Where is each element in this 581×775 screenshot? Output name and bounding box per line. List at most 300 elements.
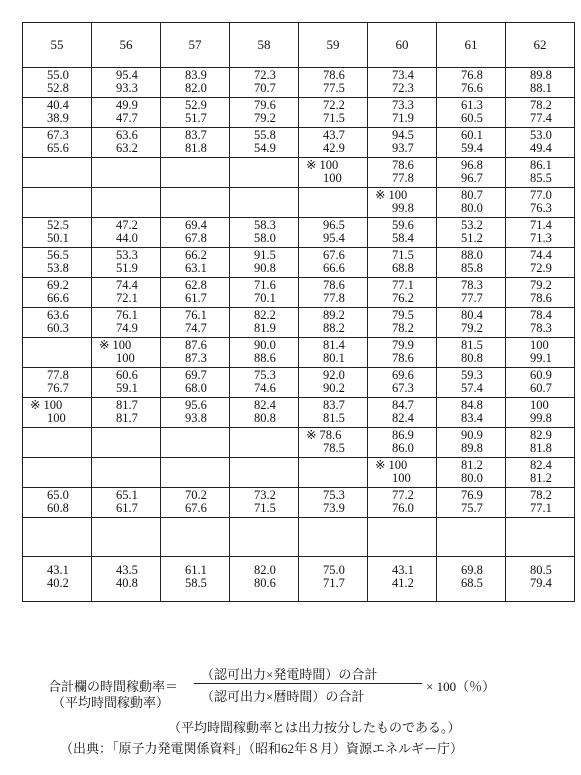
cell-values <box>299 278 367 305</box>
cell-values <box>92 248 160 275</box>
cell-values <box>299 98 367 125</box>
formula-numerator: （認可出力×発電時間）の合計 <box>201 667 378 682</box>
cell-values <box>506 458 574 485</box>
cell-values <box>23 398 91 425</box>
cell-value-top: 62.8 <box>185 278 207 292</box>
cell-values <box>437 338 505 365</box>
cell-value-bottom: 80.6 <box>254 576 276 590</box>
table-cell <box>23 518 92 557</box>
cell-value-bottom: 79.2 <box>461 321 483 335</box>
table-cell <box>506 98 575 128</box>
cell-value-top: 60.6 <box>116 368 138 382</box>
cell-values <box>368 158 436 185</box>
table-cell <box>506 518 575 557</box>
table-row <box>23 248 575 278</box>
cell-value-bottom: 77.1 <box>530 501 552 515</box>
cell-values <box>230 128 298 155</box>
cell-values <box>23 488 91 515</box>
cell-values <box>299 68 367 95</box>
table-cell <box>299 128 368 158</box>
table-cell <box>506 368 575 398</box>
cell-value-bottom: 89.8 <box>461 441 483 455</box>
cell-value-top: 71.6 <box>254 278 276 292</box>
table-cell <box>23 278 92 308</box>
cell-value-top: 73.4 <box>392 68 414 82</box>
table-cell <box>437 428 506 458</box>
cell-value-top: 100 <box>530 338 549 352</box>
table-cell <box>368 248 437 278</box>
cell-values <box>437 158 505 185</box>
table-cell <box>92 488 161 518</box>
table-cell <box>161 488 230 518</box>
table-cell <box>437 368 506 398</box>
formula-lhs-line2: （平均時間稼動率） <box>52 695 170 710</box>
cell-value-top: 88.0 <box>461 248 483 262</box>
cell-value-bottom: 58.4 <box>392 231 414 245</box>
table-row <box>23 398 575 428</box>
cell-values <box>23 128 91 155</box>
table-cell <box>299 338 368 368</box>
cell-value-bottom: 93.3 <box>116 81 138 95</box>
cell-values <box>506 338 574 365</box>
cell-value-top: 83.7 <box>185 128 207 142</box>
cell-value-top: 74.4 <box>530 248 552 262</box>
cell-value-bottom: 99.8 <box>392 201 414 215</box>
table-row <box>23 458 575 488</box>
cell-value-top: 60.1 <box>461 128 483 142</box>
table-cell <box>368 368 437 398</box>
cell-value-bottom: 81.8 <box>185 141 207 155</box>
cell-values <box>368 248 436 275</box>
cell-value-top: 81.4 <box>323 338 345 352</box>
cell-values <box>161 128 229 155</box>
cell-value-bottom: 76.7 <box>47 381 69 395</box>
cell-value-bottom: 81.7 <box>116 411 138 425</box>
cell-values <box>92 488 160 515</box>
cell-value-bottom: 90.2 <box>323 381 345 395</box>
table-cell <box>23 128 92 158</box>
source-note: （出典：「原子力発電関係資料」（昭和62年８月）資源エネルギー庁） <box>60 741 464 756</box>
cell-value-bottom: 81.5 <box>323 411 345 425</box>
cell-value-top: 100 <box>388 458 408 472</box>
table-cell <box>368 278 437 308</box>
cell-value-top: 81.2 <box>461 458 483 472</box>
cell-value-top: 65.0 <box>47 488 69 502</box>
table-cell <box>506 278 575 308</box>
table-row <box>23 98 575 128</box>
table-cell <box>368 188 437 218</box>
table-cell <box>230 158 299 188</box>
table-cell <box>161 338 230 368</box>
table-cell <box>230 458 299 488</box>
cell-value-bottom: 74.9 <box>116 321 138 335</box>
table-cell <box>23 218 92 248</box>
cell-value-bottom: 67.8 <box>185 231 207 245</box>
cell-value-bottom: 74.7 <box>185 321 207 335</box>
table-cell <box>299 158 368 188</box>
table-cell <box>506 188 575 218</box>
table-cell <box>299 278 368 308</box>
table-cell <box>161 248 230 278</box>
cell-values <box>92 563 160 590</box>
table-cell <box>437 128 506 158</box>
cell-value-bottom: 58.0 <box>254 231 276 245</box>
cell-value-bottom: 80.1 <box>323 351 345 365</box>
table-cell <box>23 557 92 602</box>
cell-value-top: 78.2 <box>530 488 552 502</box>
cell-value-top: 81.7 <box>116 398 138 412</box>
cell-values <box>368 128 436 155</box>
cell-value-bottom: 51.9 <box>116 261 138 275</box>
table-cell <box>23 98 92 128</box>
table-cell <box>161 68 230 98</box>
cell-values <box>506 188 574 215</box>
table-cell <box>299 248 368 278</box>
cell-value-top: 82.4 <box>254 398 276 412</box>
cell-value-bottom: 81.2 <box>530 471 552 485</box>
cell-value-bottom: 95.4 <box>323 231 345 245</box>
cell-values <box>230 248 298 275</box>
cell-values <box>299 428 367 455</box>
cell-values <box>368 563 436 590</box>
table-cell <box>230 128 299 158</box>
table-cell <box>161 458 230 488</box>
cell-values <box>437 68 505 95</box>
reference-mark: ※ <box>30 398 41 412</box>
cell-values <box>230 278 298 305</box>
table-row <box>23 278 575 308</box>
cell-value-bottom: 80.0 <box>461 471 483 485</box>
table-cell <box>368 518 437 557</box>
cell-value-top: 63.6 <box>47 308 69 322</box>
cell-values <box>92 128 160 155</box>
operating-rate-table <box>22 22 575 602</box>
cell-value-bottom: 68.0 <box>185 381 207 395</box>
reference-mark: ※ <box>99 338 110 352</box>
cell-values <box>230 68 298 95</box>
cell-value-bottom: 77.7 <box>461 291 483 305</box>
cell-value-bottom: 93.7 <box>392 141 414 155</box>
cell-values <box>437 458 505 485</box>
cell-value-top: 90.9 <box>461 428 483 442</box>
formula-denominator: （認可出力×暦時間）の合計 <box>201 689 365 704</box>
table-cell <box>230 98 299 128</box>
cell-value-bottom: 88.2 <box>323 321 345 335</box>
header-row <box>23 23 575 68</box>
cell-value-top: 83.9 <box>185 68 207 82</box>
table-cell <box>368 458 437 488</box>
cell-value-top: 84.8 <box>461 398 483 412</box>
cell-value-bottom: 71.5 <box>323 111 345 125</box>
cell-value-top: 75.3 <box>323 488 345 502</box>
cell-value-top: 63.6 <box>116 128 138 142</box>
cell-value-bottom: 59.1 <box>116 381 138 395</box>
cell-value-bottom: 41.2 <box>392 576 414 590</box>
cell-value-top: 100 <box>388 188 408 202</box>
table-cell <box>506 458 575 488</box>
table-cell <box>368 68 437 98</box>
cell-value-bottom: 67.3 <box>392 381 414 395</box>
cell-value-bottom: 100 <box>116 351 135 365</box>
cell-value-top: 72.3 <box>254 68 276 82</box>
table-cell <box>161 188 230 218</box>
cell-value-bottom: 93.8 <box>185 411 207 425</box>
table-cell <box>368 218 437 248</box>
cell-value-top: 77.0 <box>530 188 552 202</box>
cell-values <box>299 563 367 590</box>
cell-value-top: 86.9 <box>392 428 414 442</box>
table-cell <box>23 308 92 338</box>
year-header: 61 <box>437 23 506 68</box>
table-cell <box>299 308 368 338</box>
cell-values <box>437 308 505 335</box>
cell-value-bottom: 80.8 <box>461 351 483 365</box>
cell-value-bottom: 51.2 <box>461 231 483 245</box>
cell-values <box>299 368 367 395</box>
table-cell <box>23 188 92 218</box>
cell-value-top: 43.1 <box>392 563 414 577</box>
table-cell <box>230 398 299 428</box>
cell-value-top: 77.8 <box>47 368 69 382</box>
table-cell <box>368 557 437 602</box>
cell-value-top: 49.9 <box>116 98 138 112</box>
formula-multiplier: × 100（％） <box>426 679 496 694</box>
table-cell <box>92 128 161 158</box>
reference-mark: ※ <box>375 188 386 202</box>
cell-value-top: 53.2 <box>461 218 483 232</box>
table-row <box>23 68 575 98</box>
table-cell <box>368 158 437 188</box>
table-cell <box>23 488 92 518</box>
cell-values <box>299 218 367 245</box>
cell-value-top: 77.1 <box>392 278 414 292</box>
table-cell <box>299 68 368 98</box>
table-cell <box>92 458 161 488</box>
cell-value-bottom: 61.7 <box>185 291 207 305</box>
cell-value-bottom: 77.8 <box>392 171 414 185</box>
table-cell <box>230 218 299 248</box>
cell-value-bottom: 44.0 <box>116 231 138 245</box>
table-cell <box>23 428 92 458</box>
table-cell <box>437 248 506 278</box>
cell-value-bottom: 71.3 <box>530 231 552 245</box>
cell-values <box>23 563 91 590</box>
cell-values <box>23 68 91 95</box>
cell-value-bottom: 85.8 <box>461 261 483 275</box>
cell-value-top: 52.9 <box>185 98 207 112</box>
cell-value-bottom: 72.1 <box>116 291 138 305</box>
table-cell <box>23 368 92 398</box>
cell-value-bottom: 90.8 <box>254 261 276 275</box>
cell-value-bottom: 81.8 <box>530 441 552 455</box>
cell-values <box>92 368 160 395</box>
table-cell <box>230 188 299 218</box>
explanatory-note: （平均時間稼動率とは出力按分したものである。） <box>168 720 461 735</box>
cell-values <box>437 428 505 455</box>
cell-values <box>368 68 436 95</box>
cell-values <box>506 368 574 395</box>
cell-value-bottom: 52.8 <box>47 81 69 95</box>
cell-value-bottom: 68.8 <box>392 261 414 275</box>
table-cell <box>368 128 437 158</box>
cell-values <box>92 338 160 365</box>
cell-values <box>92 68 160 95</box>
table-cell <box>368 398 437 428</box>
year-header: 62 <box>506 23 575 68</box>
cell-values <box>161 308 229 335</box>
cell-value-top: 53.0 <box>530 128 552 142</box>
cell-values <box>299 488 367 515</box>
table-cell <box>92 308 161 338</box>
table-cell <box>230 278 299 308</box>
table-cell <box>23 398 92 428</box>
table-cell <box>506 428 575 458</box>
cell-value-bottom: 73.9 <box>323 501 345 515</box>
cell-value-bottom: 86.0 <box>392 441 414 455</box>
cell-value-bottom: 60.3 <box>47 321 69 335</box>
cell-value-bottom: 59.4 <box>461 141 483 155</box>
cell-values <box>437 563 505 590</box>
cell-value-bottom: 66.6 <box>323 261 345 275</box>
cell-value-top: 89.2 <box>323 308 345 322</box>
cell-value-bottom: 47.7 <box>116 111 138 125</box>
cell-value-bottom: 54.9 <box>254 141 276 155</box>
table-cell <box>230 338 299 368</box>
cell-value-bottom: 100 <box>323 171 342 185</box>
cell-values <box>23 218 91 245</box>
cell-values <box>437 488 505 515</box>
cell-values <box>230 563 298 590</box>
table-cell <box>506 488 575 518</box>
cell-value-bottom: 82.4 <box>392 411 414 425</box>
cell-values <box>368 308 436 335</box>
reference-mark: ※ <box>375 458 386 472</box>
table-cell <box>368 308 437 338</box>
table-cell <box>23 458 92 488</box>
table-cell <box>230 557 299 602</box>
cell-values <box>506 248 574 275</box>
cell-value-bottom: 63.2 <box>116 141 138 155</box>
cell-value-top: 89.8 <box>530 68 552 82</box>
table-cell <box>92 278 161 308</box>
table-cell <box>506 218 575 248</box>
cell-values <box>437 128 505 155</box>
cell-values <box>437 98 505 125</box>
cell-values <box>299 248 367 275</box>
table-cell <box>161 428 230 458</box>
table-cell <box>161 557 230 602</box>
cell-values <box>92 218 160 245</box>
cell-values <box>161 278 229 305</box>
cell-value-top: 76.9 <box>461 488 483 502</box>
cell-value-top: 82.2 <box>254 308 276 322</box>
cell-value-bottom: 40.2 <box>47 576 69 590</box>
table-cell <box>506 308 575 338</box>
table-cell <box>506 158 575 188</box>
cell-value-top: 69.7 <box>185 368 207 382</box>
cell-value-top: 71.4 <box>530 218 552 232</box>
table-cell <box>506 68 575 98</box>
cell-values <box>299 158 367 185</box>
cell-value-top: 76.1 <box>116 308 138 322</box>
table-row <box>23 158 575 188</box>
table-cell <box>23 338 92 368</box>
table-row <box>23 428 575 458</box>
table-row <box>23 338 575 368</box>
table-row <box>23 368 575 398</box>
cell-value-bottom: 71.9 <box>392 111 414 125</box>
total-row <box>23 557 575 602</box>
table-cell <box>230 68 299 98</box>
cell-value-top: 82.9 <box>530 428 552 442</box>
table-cell <box>506 248 575 278</box>
cell-value-bottom: 70.1 <box>254 291 276 305</box>
cell-values <box>368 188 436 215</box>
cell-value-top: 61.1 <box>185 563 207 577</box>
table-cell <box>437 398 506 428</box>
cell-value-bottom: 80.8 <box>254 411 276 425</box>
cell-value-top: 80.4 <box>461 308 483 322</box>
table-cell <box>161 278 230 308</box>
cell-value-top: 59.6 <box>392 218 414 232</box>
table-cell <box>230 248 299 278</box>
cell-value-top: 100 <box>43 398 63 412</box>
cell-value-bottom: 79.4 <box>530 576 552 590</box>
cell-value-top: 78.6 <box>323 68 345 82</box>
cell-value-bottom: 76.6 <box>461 81 483 95</box>
table-cell <box>437 338 506 368</box>
year-header: 57 <box>161 23 230 68</box>
blank-row <box>23 518 575 557</box>
cell-values <box>23 368 91 395</box>
table-cell <box>92 98 161 128</box>
cell-values <box>23 98 91 125</box>
cell-values <box>230 98 298 125</box>
cell-value-top: 69.8 <box>461 563 483 577</box>
cell-value-top: 94.5 <box>392 128 414 142</box>
cell-value-bottom: 78.6 <box>530 291 552 305</box>
table-cell <box>92 398 161 428</box>
table-cell <box>506 128 575 158</box>
table-cell <box>368 98 437 128</box>
table-cell <box>368 488 437 518</box>
cell-value-top: 81.5 <box>461 338 483 352</box>
cell-value-bottom: 99.8 <box>530 411 552 425</box>
cell-values <box>506 308 574 335</box>
cell-values <box>92 308 160 335</box>
cell-values <box>506 158 574 185</box>
cell-value-top: 90.0 <box>254 338 276 352</box>
cell-values <box>92 98 160 125</box>
table-cell <box>92 518 161 557</box>
cell-value-top: 95.6 <box>185 398 207 412</box>
table-cell <box>437 188 506 218</box>
reference-mark: ※ <box>306 158 317 172</box>
cell-values <box>506 428 574 455</box>
cell-values <box>161 338 229 365</box>
cell-values <box>368 278 436 305</box>
cell-value-top: 75.3 <box>254 368 276 382</box>
table-cell <box>161 518 230 557</box>
cell-values <box>506 488 574 515</box>
cell-value-bottom: 58.5 <box>185 576 207 590</box>
table-cell <box>506 557 575 602</box>
table-cell <box>299 398 368 428</box>
cell-values <box>299 308 367 335</box>
cell-value-bottom: 53.8 <box>47 261 69 275</box>
cell-value-bottom: 99.1 <box>530 351 552 365</box>
cell-values <box>506 218 574 245</box>
